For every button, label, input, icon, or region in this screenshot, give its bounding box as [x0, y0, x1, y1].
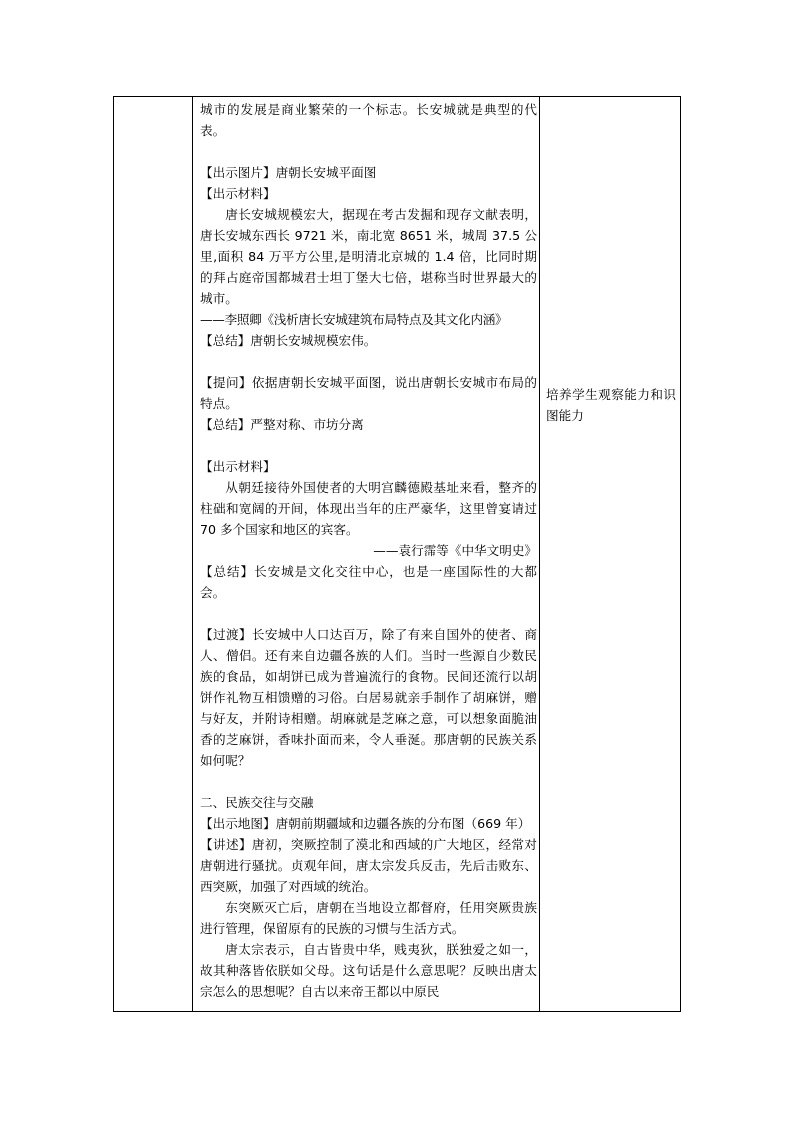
material-source-yuan: ——袁行霈等《中华文明史》 [373, 543, 537, 558]
question-layout: 【提问】依据唐朝长安城平面图，说出唐朝长安城市布局的特点。 [200, 375, 537, 411]
blank-line [200, 141, 537, 162]
lesson-table [113, 96, 681, 1012]
material-source-li: ——李照卿《浅析唐长安城建筑布局特点及其文化内涵》 [200, 312, 508, 327]
narration-turks: 【讲述】唐初，突厥控制了漠北和西域的广大地区，经常对唐朝进行骚扰。贞观年间，唐太宗发兵反击，先后击败东、西突厥，加强了对西域的统治。 [200, 837, 537, 894]
design-intent-text: 培养学生观察能力和识图能力 [546, 387, 676, 423]
paragraph-city-commerce: 城市的发展是商业繁荣的一个标志。长安城就是典型的代表。 [200, 102, 537, 138]
narration-governor: 东突厥灭亡后，唐朝在当地设立都督府，任用突厥贵族进行管理，保留原有的民族的习惯与生活方式。 [200, 900, 537, 936]
material-daming-palace: 从朝廷接待外国使者的大明宫麟德殿基址来看，整齐的柱础和宽阔的开间，体现出当年的庄严豪华，这里曾宴请过 70 多个国家和地区的宾客。 [200, 480, 537, 537]
summary-scale: 【总结】唐朝长安城规模宏伟。 [200, 333, 377, 348]
narration-taizong: 唐太宗表示，自古皆贵中华，贱夷狄，朕独爱之如一，故其种落皆依朕如父母。这句话是什么意思呢？反映出唐太宗怎么的思想呢？自古以来帝王都以中原民 [200, 942, 537, 999]
teaching-content-column [193, 97, 540, 1011]
design-intent-column [540, 97, 680, 1011]
blank-line [200, 603, 537, 624]
transition-paragraph: 【过渡】长安城中人口达百万，除了有来自国外的使者、商人、僧侣。还有来自边疆各族的人们。当时一些源自少数民族的食品，如胡饼已成为普遍流行的食物。民间还流行以胡饼作礼物互相馈赠的习俗。白居易就亲手制作了胡麻饼，赠与好友，并附诗相赠。胡麻就是芝麻之意，可以想象面脆油香的芝麻饼，香味扑面而来，令人垂涎。那唐朝的民族关系如何呢？ [200, 627, 537, 768]
show-material-label-2: 【出示材料】 [200, 459, 276, 474]
show-picture-label: 【出示图片】唐朝长安城平面图 [200, 165, 377, 180]
stage-column [114, 97, 193, 1011]
blank-line [200, 771, 537, 792]
blank-line [200, 435, 537, 456]
blank-line [200, 351, 537, 372]
material-changan-scale: 唐长安城规模宏大，据现在考古发掘和现存文献表明，唐长安城东西长 9721 米，南北宽 8651 米，城周 37.5 公里,面积 84 万平方公里,是明清北京城的 1.4 倍，比同时期的拜占庭帝国都城君士坦丁堡大七倍，堪称当时世界最大的城市。 [200, 207, 537, 306]
summary-international: 【总结】长安城是文化交往中心，也是一座国际性的大都会。 [200, 564, 537, 600]
show-map-label: 【出示地图】唐朝前期疆域和边疆各族的分布图（669 年） [200, 816, 531, 831]
show-material-label: 【出示材料】 [200, 186, 276, 201]
section-heading-ethnic: 二、民族交往与交融 [200, 795, 314, 810]
summary-layout: 【总结】严整对称、市坊分离 [200, 417, 364, 432]
